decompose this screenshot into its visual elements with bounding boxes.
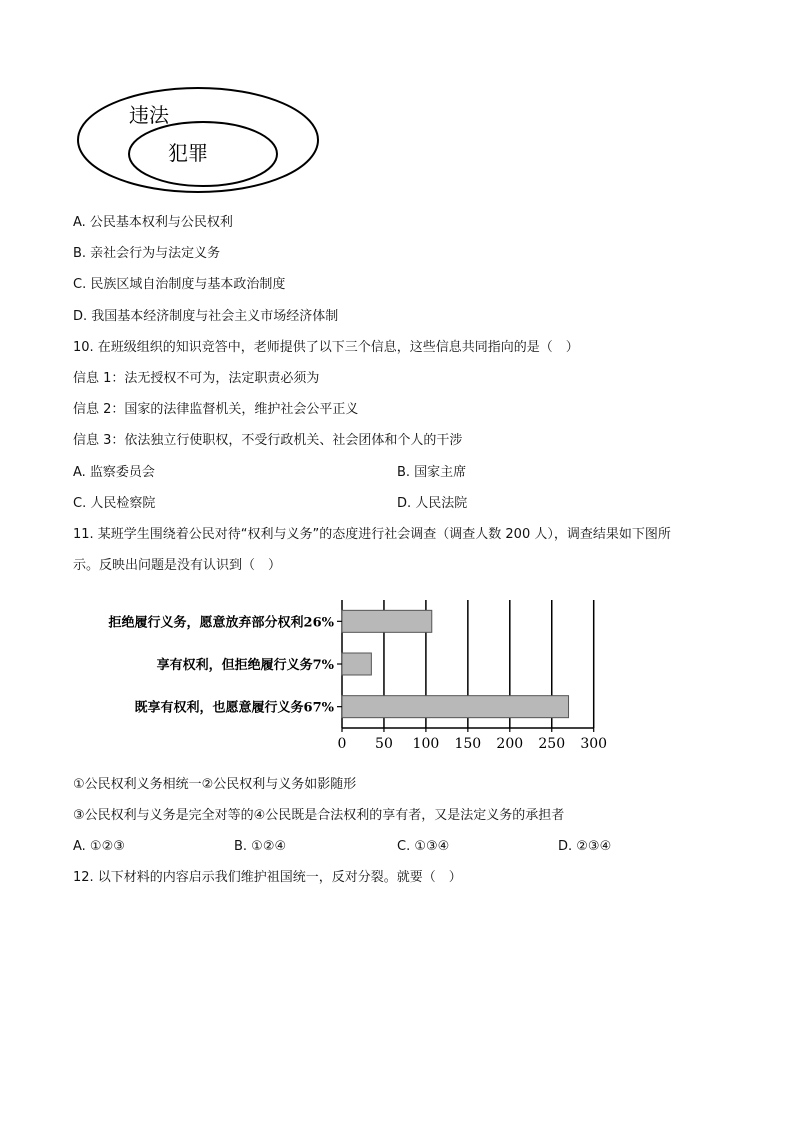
category-label: 既享有权利，也愿意履行义务67% <box>134 700 334 716</box>
q10-info-2: 信息 2：国家的法律监督机关，维护社会公平正义 <box>73 402 359 417</box>
venn-outer-label: 违法 <box>129 103 169 127</box>
q11-option-b: B. ①②④ <box>234 839 287 854</box>
x-tick-label: 200 <box>496 736 524 752</box>
q10-option-d: D. 人民法院 <box>397 496 468 511</box>
q11-option-d: D. ②③④ <box>558 839 612 854</box>
x-tick-label: 50 <box>375 736 393 752</box>
x-tick-label: 0 <box>337 736 347 752</box>
q11-stem-line1: 11. 某班学生围绕着公民对待“权利与义务”的态度进行社会调查（调查人数 200 人），调查结果如下图所 <box>73 527 671 542</box>
bar <box>342 653 371 675</box>
q11-stem-line2: 示。反映出问题是没有认识到（ ） <box>73 558 282 573</box>
outer-ellipse <box>78 88 318 192</box>
survey-bar-chart <box>70 590 610 755</box>
q11-statements-line1: ①公民权利义务相统一②公民权利与义务如影随形 <box>73 777 357 792</box>
q9-option-b: B. 亲社会行为与法定义务 <box>73 246 221 261</box>
category-label: 享有权利，但拒绝履行义务7% <box>156 658 334 673</box>
q10-option-c: C. 人民检察院 <box>73 496 156 511</box>
q9-option-c: C. 民族区域自治制度与基本政治制度 <box>73 277 286 292</box>
bar <box>342 696 569 718</box>
q11-option-a: A. ①②③ <box>73 839 125 854</box>
q11-option-c: C. ①③④ <box>397 839 450 854</box>
venn-inner-label: 犯罪 <box>168 141 208 165</box>
q10-option-b: B. 国家主席 <box>397 465 467 480</box>
q11-statements-line2: ③公民权利与义务是完全对等的④公民既是合法权利的享有者，又是法定义务的承担者 <box>73 808 565 823</box>
q10-info-1: 信息 1：法无授权不可为，法定职责必须为 <box>73 371 320 386</box>
q10-info-3: 信息 3：依法独立行使职权，不受行政机关、社会团体和个人的干涉 <box>73 433 463 448</box>
q12-stem: 12. 以下材料的内容启示我们维护祖国统一，反对分裂。就要（ ） <box>73 870 462 885</box>
x-tick-label: 150 <box>454 736 482 752</box>
category-label: 拒绝履行义务，愿意放弃部分权利26% <box>108 615 334 631</box>
q10-stem: 10. 在班级组织的知识竞答中，老师提供了以下三个信息，这些信息共同指向的是（ ） <box>73 340 579 355</box>
bar <box>342 610 432 632</box>
q10-option-a: A. 监察委员会 <box>73 465 155 480</box>
x-tick-label: 300 <box>580 736 608 752</box>
q9-option-a: A. 公民基本权利与公民权利 <box>73 215 233 230</box>
q9-option-d: D. 我国基本经济制度与社会主义市场经济体制 <box>73 309 339 324</box>
venn-diagram <box>76 84 326 196</box>
x-tick-label: 100 <box>412 736 440 752</box>
x-tick-label: 250 <box>538 736 566 752</box>
